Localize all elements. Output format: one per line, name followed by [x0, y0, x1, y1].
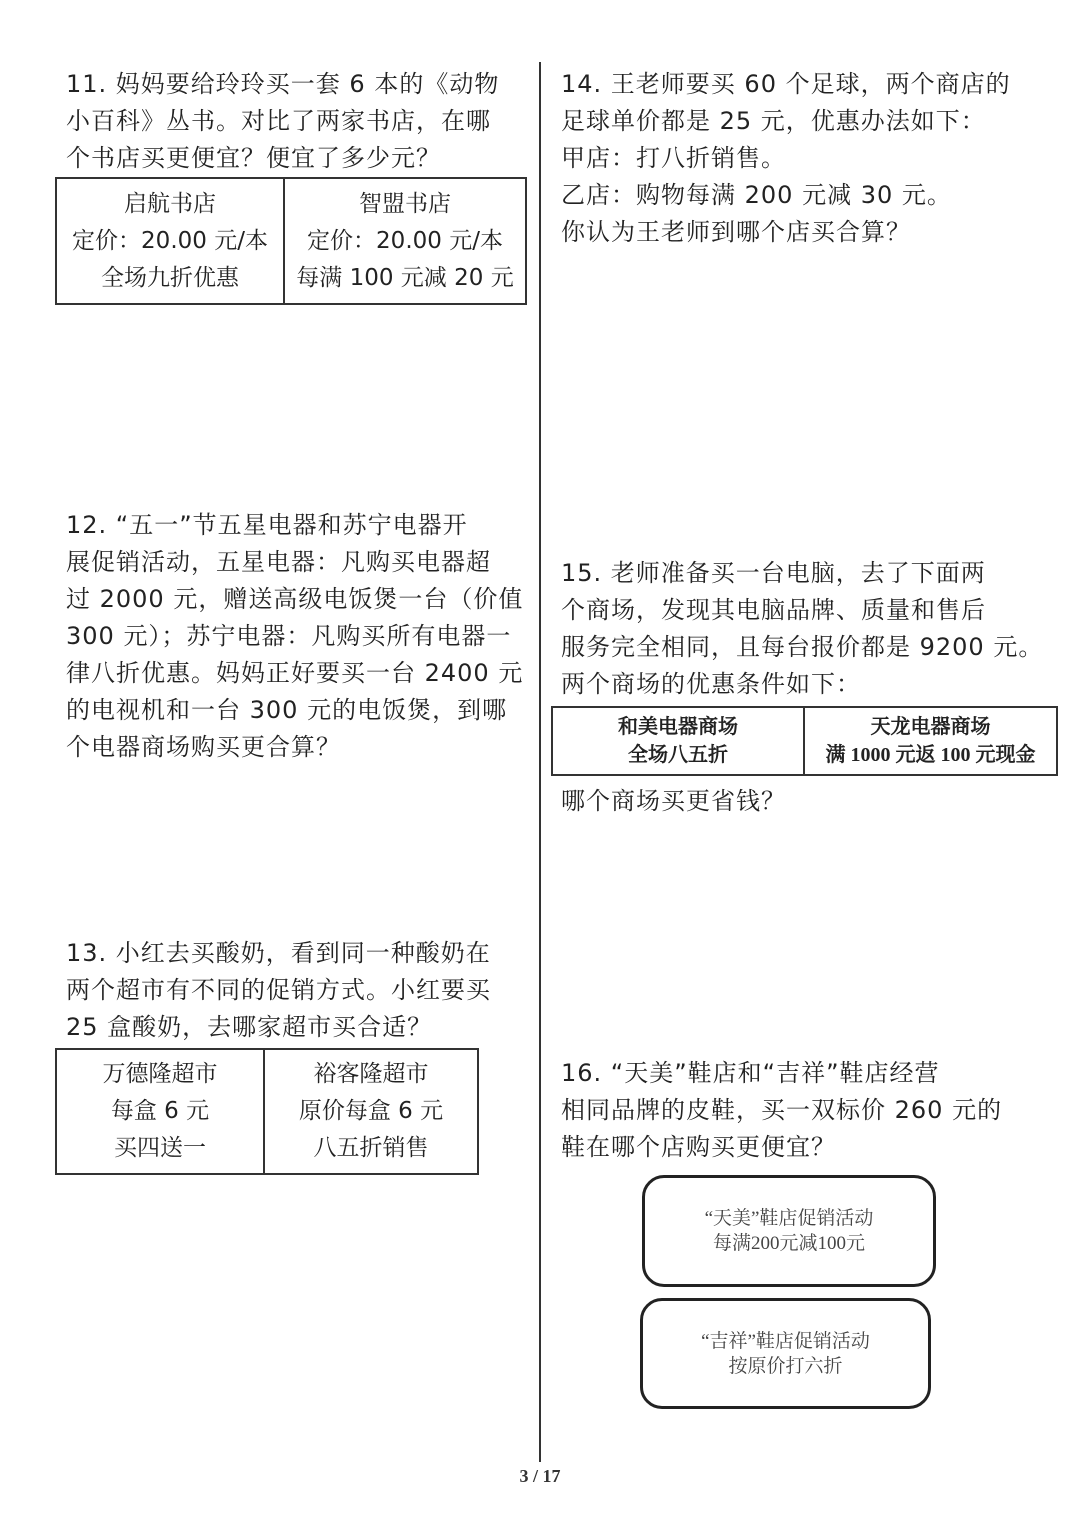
- question-line: 哪个商场买更省钱？: [561, 787, 786, 815]
- question-line: 个商场，发现其电脑品牌、质量和售后: [561, 596, 986, 624]
- store-name: 和美电器商场: [618, 716, 738, 738]
- promo-title: “吉祥”鞋店促销活动: [701, 1330, 870, 1352]
- discount-text: 全场九折优惠: [101, 264, 239, 291]
- question-line: 你认为王老师到哪个店买合算？: [561, 218, 911, 246]
- question-14: [561, 66, 1011, 251]
- discount-text: 八五折销售: [313, 1135, 429, 1161]
- question-line: 个电器商场购买更合算？: [66, 733, 341, 761]
- store-name: 智盟书店: [359, 190, 451, 217]
- price-text: 每盒 6 元: [110, 1098, 210, 1124]
- question-line: 小百科》丛书。对比了两家书店，在哪: [66, 107, 491, 135]
- question-15-followup: [561, 783, 786, 820]
- question-line: 律八折优惠。妈妈正好要买一台 2400 元: [66, 659, 524, 687]
- question-line: 的电视机和一台 300 元的电饭煲，到哪: [66, 696, 508, 724]
- supermarket-cell: [264, 1049, 478, 1174]
- discount-text: 每满 100 元减 20 元: [296, 264, 514, 291]
- mall-cell: [552, 707, 804, 775]
- question-line: 两个超市有不同的促销方式。小红要买: [66, 976, 491, 1004]
- question-line: 25 盒酸奶，去哪家超市买合适？: [66, 1013, 433, 1041]
- question-line: 足球单价都是 25 元，优惠办法如下：: [561, 107, 986, 135]
- supermarket-cell: [56, 1049, 264, 1174]
- supermarket-table: [55, 1048, 479, 1175]
- store-name: 启航书店: [124, 190, 216, 217]
- question-15: [561, 555, 1043, 703]
- question-line: 两个商场的优惠条件如下：: [561, 670, 861, 698]
- question-line: 11. 妈妈要给玲玲买一套 6 本的《动物: [66, 70, 500, 98]
- promo-box-tianmei: [642, 1175, 936, 1287]
- discount-text: 全场八五折: [628, 744, 728, 766]
- question-16: [561, 1055, 1002, 1166]
- bookstore-cell: [56, 178, 284, 304]
- store-name: 天龙电器商场: [870, 716, 991, 738]
- question-line: 300 元）；苏宁电器：凡购买所有电器一: [66, 622, 512, 650]
- question-line: 甲店：打八折销售。: [561, 144, 786, 172]
- price-text: 定价：20.00 元/本: [307, 227, 503, 254]
- question-line: 过 2000 元，赠送高级电饭煲一台（价值: [66, 585, 524, 613]
- question-line: 鞋在哪个店购买更便宜？: [561, 1133, 836, 1161]
- promo-detail: 每满200元减100元: [712, 1233, 865, 1254]
- bookstore-table: [55, 177, 527, 305]
- price-text: 定价：20.00 元/本: [72, 227, 268, 254]
- question-11: [66, 66, 499, 177]
- question-line: 相同品牌的皮鞋，买一双标价 260 元的: [561, 1096, 1003, 1124]
- price-text: 原价每盒 6 元: [298, 1098, 444, 1124]
- promo-box-jixiang: [640, 1298, 931, 1409]
- question-13: [66, 935, 491, 1046]
- promo-detail: 按原价打六折: [728, 1355, 843, 1377]
- discount-text: 买四送一: [114, 1135, 206, 1161]
- bookstore-cell: [284, 178, 526, 304]
- question-line: 展促销活动，五星电器：凡购买电器超: [66, 548, 491, 576]
- question-line: 16. “天美”鞋店和“吉祥”鞋店经营: [561, 1059, 940, 1087]
- question-line: 14. 王老师要买 60 个足球，两个商店的: [561, 70, 1011, 98]
- question-line: 服务完全相同，且每台报价都是 9200 元。: [561, 633, 1044, 661]
- discount-text: 满 1000 元返 100 元现金: [825, 744, 1036, 766]
- store-name: 万德隆超市: [102, 1061, 218, 1087]
- question-line: 乙店：购物每满 200 元减 30 元。: [561, 181, 952, 209]
- question-line: 13. 小红去买酸奶，看到同一种酸奶在: [66, 939, 491, 967]
- page-number: 3 / 17: [519, 1466, 561, 1486]
- store-name: 裕客隆超市: [313, 1061, 429, 1087]
- mall-table: [551, 706, 1058, 776]
- column-divider: [539, 62, 541, 1462]
- question-line: 15. 老师准备买一台电脑，去了下面两: [561, 559, 986, 587]
- question-line: 个书店买更便宜？便宜了多少元？: [66, 144, 441, 172]
- question-12: [66, 507, 523, 766]
- question-line: 12. “五一”节五星电器和苏宁电器开: [66, 511, 468, 539]
- promo-title: “天美”鞋店促销活动: [704, 1208, 874, 1229]
- mall-cell: [804, 707, 1057, 775]
